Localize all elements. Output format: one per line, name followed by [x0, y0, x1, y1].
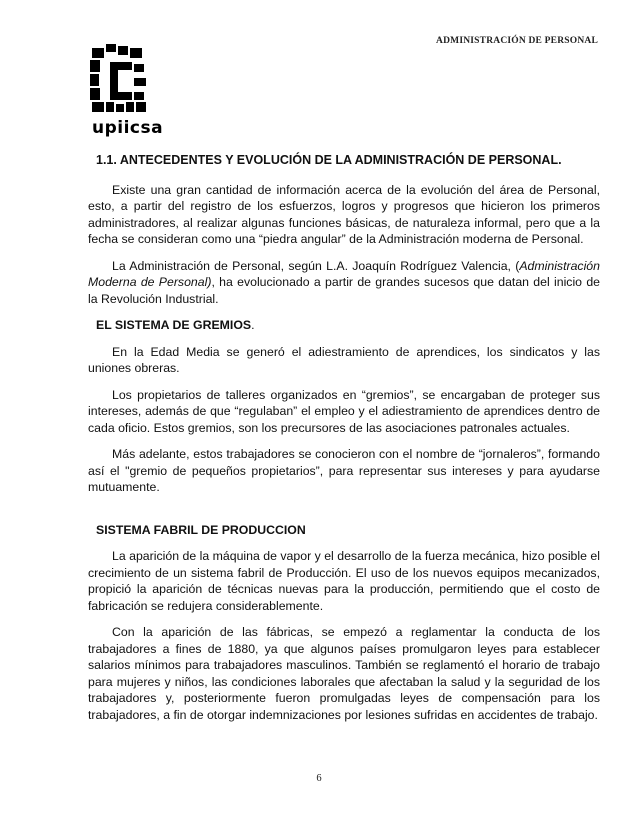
paragraph-1: Existe una gran cantidad de información acerca de la evolución del área de Personal, esto, a partir del registro de los esfuerzos, logros y progresos que hicieron los primeros administradores, al realizar algunas funciones básicas, de naturaleza informal, pero que a la fecha se consideran como una “piedra angular” de la Administración moderna de Personal. — [88, 182, 600, 246]
subhead-gremios — [96, 317, 600, 334]
subhead-gremios-text: EL SISTEMA DE GREMIOS — [96, 318, 252, 332]
paragraph-5: Más adelante, estos trabajadores se conocieron con el nombre de “jornaleros”, formando así el "gremio de pequeños propietarios”, para representar sus intereses y para ayudarse mutuamente. — [88, 447, 600, 494]
subhead-gremios-period: . — [251, 318, 255, 332]
institution-logo-word: upiicsa — [92, 118, 164, 138]
paragraph-2 — [88, 258, 600, 308]
paragraph-4: Los propietarios de talleres organizados en “gremios”, se encargaban de proteger sus intereses, además de que “regulaban” el empleo y el adiestramiento de aprendices dentro de cada oficio. Estos gremios, son los precursores de las asociaciones patronales actuales. — [88, 387, 600, 435]
book-title: Administración Moderna de Personal) — [88, 258, 600, 289]
section-title: 1.1. ANTECEDENTES Y EVOLUCIÓN DE LA ADMINISTRACIÓN DE PERSONAL. — [96, 153, 562, 167]
paragraph-7: Con la aparición de las fábricas, se empezó a reglamentar la conducta de los trabajadores a fines de 1880, ya que algunos países promulgaron leyes para establecer salarios mínimos para trabajadores masculinos. También se reglamentó el horario de trabajo para mujeres y niños, las condiciones laborales que afectaban la salud y la seguridad de los trabajadores y, posteriormente fueron promulgadas leyes de compensación para los trabajadores, a fin de otorgar indemnizaciones por lesiones sufridas en accidentes de trabajo. — [88, 625, 600, 722]
paragraph-2-start: La Administración de Personal, según L.A. Joaquín Rodríguez Valencia, ( — [112, 258, 520, 273]
paragraph-2-end: , ha evolucionado a partir de grandes sucesos que datan del inicio de la Revolución Industrial. — [88, 275, 600, 306]
document-body — [88, 152, 600, 733]
paragraph-3: En la Edad Media se generó el adiestramiento de aprendices, los sindicatos y las uniones obreras. — [88, 344, 600, 375]
running-header: ADMINISTRACIÓN DE PERSONAL — [436, 36, 598, 46]
paragraph-6: La aparición de la máquina de vapor y el desarrollo de la fuerza mecánica, hizo posible el crecimiento de un sistema fabril de Producción. El uso de los nuevos equipos mecanizados, propició la aparición de técnicas nuevas para la producción, permitiendo que el costo de fabricación se redujera considerablemente. — [88, 549, 600, 613]
page-number: 6 — [316, 773, 322, 784]
subhead-fabril: SISTEMA FABRIL DE PRODUCCION — [96, 522, 306, 537]
